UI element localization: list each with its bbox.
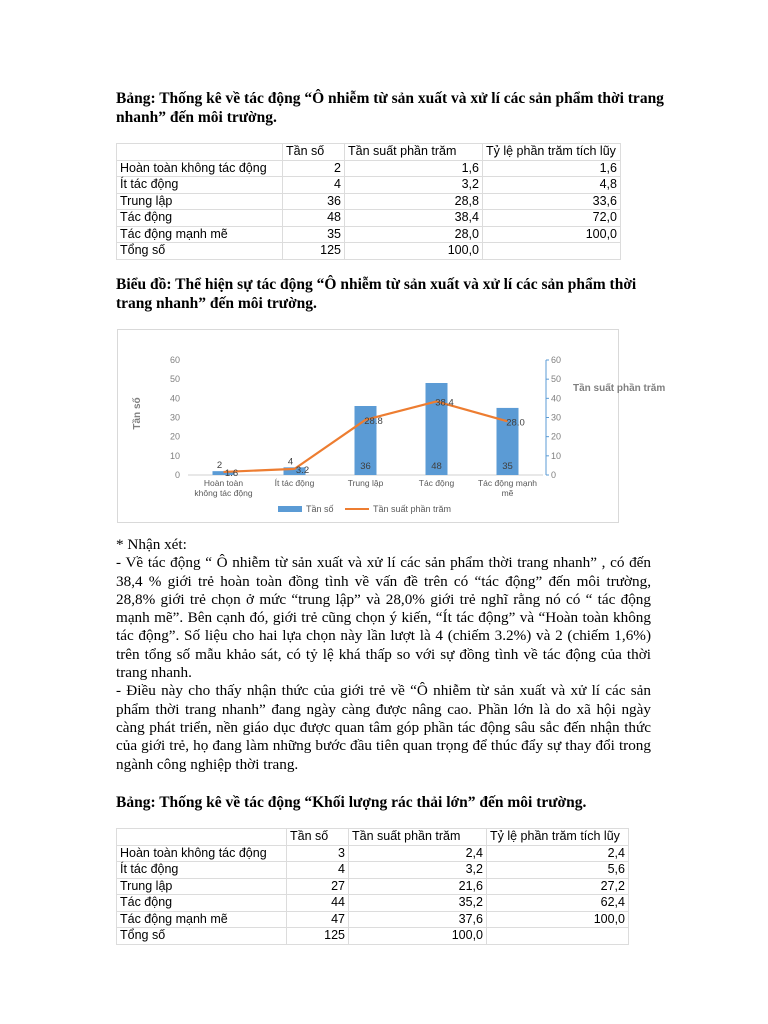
y-tick-label: 30 bbox=[169, 412, 180, 423]
comment-block bbox=[116, 536, 651, 774]
y2-tick-label: 20 bbox=[551, 431, 562, 442]
table-cell: 2,4 bbox=[487, 845, 629, 862]
table-cell bbox=[483, 243, 621, 260]
table-cell: Tác động bbox=[117, 210, 283, 227]
column-header: Tần suất phần trăm bbox=[345, 144, 483, 161]
line-data-label: 38.4 bbox=[435, 397, 454, 409]
table-row bbox=[117, 226, 621, 243]
x-tick-label: Hoàn toàn bbox=[203, 478, 244, 488]
legend-label-line: Tần suất phần trăm bbox=[373, 504, 452, 514]
table-cell: 1,6 bbox=[345, 160, 483, 177]
table-row bbox=[117, 928, 629, 945]
y-tick-label: 0 bbox=[174, 470, 180, 480]
comment-paragraph-2: - Điều này cho thấy nhận thức của giới trẻ về “Ô nhiễm từ sản xuất và xử lí các sản phẩm thời trang nhanh” đang ngày càng được nâng cao. Phần lớn là do xã hội ngày càng phát triển, nền giáo dục được quan tâm góp phần tác động sâu sắc đến nhận thức của giới trẻ, họ đang làm những bước đầu tiên quan trọng để thúc đẩy sự thay đổi trong ngành công nghiệp thời trang. bbox=[116, 682, 651, 773]
table-cell: 1,6 bbox=[483, 160, 621, 177]
column-header: Tỷ lệ phần trăm tích lũy bbox=[487, 829, 629, 846]
table-cell: Tác động bbox=[117, 895, 287, 912]
table-cell: 3 bbox=[287, 845, 349, 862]
legend-label-bar: Tần số bbox=[306, 504, 334, 514]
table-cell: 100,0 bbox=[487, 911, 629, 928]
column-header bbox=[117, 829, 287, 846]
line-data-label: 1.6 bbox=[224, 467, 239, 479]
table-cell: 72,0 bbox=[483, 210, 621, 227]
table-row bbox=[117, 243, 621, 260]
chart-heading: Biểu đồ: Thể hiện sự tác động “Ô nhiễm từ sản xuất và xử lí các sản phẩm thời trang nhanh” đến môi trường. bbox=[116, 276, 637, 312]
table-cell: Ít tác động bbox=[117, 177, 283, 194]
table-cell: Tổng số bbox=[117, 928, 287, 945]
table2 bbox=[116, 828, 629, 945]
bar-data-label: 48 bbox=[431, 461, 442, 472]
table-header-row bbox=[117, 829, 629, 846]
table-cell: 4 bbox=[287, 862, 349, 879]
y2-tick-label: 0 bbox=[551, 470, 557, 480]
table-cell: 37,6 bbox=[349, 911, 487, 928]
x-tick-label: Tác động mạnh bbox=[477, 478, 538, 488]
column-header: Tần suất phần trăm bbox=[349, 829, 487, 846]
x-tick-label: Ít tác động bbox=[274, 478, 315, 488]
table-row bbox=[117, 210, 621, 227]
y-axis-title: Tần số bbox=[132, 397, 143, 430]
table-cell: 100,0 bbox=[483, 226, 621, 243]
y2-tick-label: 60 bbox=[551, 355, 562, 365]
x-tick-label: không tác động bbox=[194, 488, 253, 498]
table-cell: 33,6 bbox=[483, 193, 621, 210]
table-row bbox=[117, 862, 629, 879]
table-row bbox=[117, 177, 621, 194]
bar-data-label: 2 bbox=[216, 460, 223, 472]
legend-swatch-bar bbox=[278, 506, 302, 512]
table-cell: Tác động mạnh mẽ bbox=[117, 911, 287, 928]
line-data-label: 28.0 bbox=[506, 417, 525, 429]
table-cell: 5,6 bbox=[487, 862, 629, 879]
table-cell: 44 bbox=[287, 895, 349, 912]
column-header bbox=[117, 144, 283, 161]
table-cell: 125 bbox=[283, 243, 345, 260]
table-cell: 2 bbox=[283, 160, 345, 177]
table-cell: 100,0 bbox=[345, 243, 483, 260]
table-cell: Ít tác động bbox=[117, 862, 287, 879]
table-row bbox=[117, 878, 629, 895]
y-tick-label: 40 bbox=[169, 393, 180, 404]
table-cell: Tác động mạnh mẽ bbox=[117, 226, 283, 243]
x-tick-label: mẽ bbox=[501, 488, 514, 498]
table-cell: 48 bbox=[283, 210, 345, 227]
table-cell: 4,8 bbox=[483, 177, 621, 194]
table-cell: Trung lập bbox=[117, 193, 283, 210]
table-cell bbox=[487, 928, 629, 945]
table-cell: 27 bbox=[287, 878, 349, 895]
column-header: Tần số bbox=[283, 144, 345, 161]
line-data-label: 28.8 bbox=[364, 415, 383, 427]
table-cell: 21,6 bbox=[349, 878, 487, 895]
table-cell: Tổng số bbox=[117, 243, 283, 260]
table2-heading: Bảng: Thống kê về tác động “Khối lượng rác thải lớn” đến môi trường. bbox=[116, 794, 587, 811]
y2-tick-label: 40 bbox=[551, 393, 562, 404]
table-cell: Hoàn toàn không tác động bbox=[117, 160, 283, 177]
line-data-label: 3.2 bbox=[295, 464, 310, 476]
table-cell: 38,4 bbox=[345, 210, 483, 227]
comment-paragraph-1: - Về tác động “ Ô nhiễm từ sản xuất và xử lí các sản phẩm thời trang nhanh” , có đến 38,4 % giới trẻ hoàn toàn đồng tình về vấn đề trên có “tác động” đến môi trường, 28,8% giới trẻ chọn ở mức “trung lập” và 28,0% giới trẻ nghĩ rằng nó có “ tác động mạnh mẽ”. Bên cạnh đó, giới trẻ cũng chọn ý kiến, “Ít tác động” và “Hoàn toàn không tác động”. Số liệu cho hai lựa chọn này lần lượt là 4 (chiếm 3.2%) và 2 (chiếm 1,6%) trên tổng số mẫu khảo sát, có tỷ lệ khá thấp so với sự đồng tình về tác động của thời trang nhanh. bbox=[116, 554, 651, 682]
table-cell: 3,2 bbox=[345, 177, 483, 194]
table-cell: Hoàn toàn không tác động bbox=[117, 845, 287, 862]
table-header-row bbox=[117, 144, 621, 161]
y-tick-label: 60 bbox=[169, 355, 180, 365]
table-cell: Trung lập bbox=[117, 878, 287, 895]
table-row bbox=[117, 193, 621, 210]
table-cell: 35 bbox=[283, 226, 345, 243]
table-cell: 4 bbox=[283, 177, 345, 194]
comment-title: * Nhận xét: bbox=[116, 536, 187, 553]
column-header: Tỷ lệ phần trăm tích lũy bbox=[483, 144, 621, 161]
x-tick-label: Tác động bbox=[418, 478, 455, 488]
table-cell: 125 bbox=[287, 928, 349, 945]
y2-tick-label: 50 bbox=[551, 374, 562, 385]
table1-heading: Bảng: Thống kê về tác động “Ô nhiễm từ sản xuất và xử lí các sản phẩm thời trang nhanh” đến môi trường. bbox=[116, 90, 664, 126]
table-row bbox=[117, 845, 629, 862]
bar-data-label: 36 bbox=[360, 461, 371, 472]
table-row bbox=[117, 160, 621, 177]
table-cell: 35,2 bbox=[349, 895, 487, 912]
bar-data-label: 4 bbox=[287, 456, 294, 468]
x-tick-label: Trung lập bbox=[347, 478, 384, 488]
table-row bbox=[117, 911, 629, 928]
table-cell: 100,0 bbox=[349, 928, 487, 945]
y-tick-label: 20 bbox=[169, 431, 180, 442]
y-tick-label: 50 bbox=[169, 374, 180, 385]
table-row bbox=[117, 895, 629, 912]
combo-chart bbox=[117, 329, 666, 523]
table-cell: 27,2 bbox=[487, 878, 629, 895]
table-cell: 2,4 bbox=[349, 845, 487, 862]
table1 bbox=[116, 143, 621, 260]
column-header: Tần số bbox=[287, 829, 349, 846]
table-cell: 28,0 bbox=[345, 226, 483, 243]
table-cell: 47 bbox=[287, 911, 349, 928]
table-cell: 28,8 bbox=[345, 193, 483, 210]
bar-data-label: 35 bbox=[502, 461, 513, 472]
chart-svg bbox=[118, 330, 666, 522]
table-cell: 3,2 bbox=[349, 862, 487, 879]
y2-tick-label: 30 bbox=[551, 412, 562, 423]
table-cell: 36 bbox=[283, 193, 345, 210]
table-cell: 62,4 bbox=[487, 895, 629, 912]
y-tick-label: 10 bbox=[169, 450, 180, 461]
y2-tick-label: 10 bbox=[551, 450, 562, 461]
y2-axis-title: Tần suất phần trăm bbox=[573, 383, 666, 394]
